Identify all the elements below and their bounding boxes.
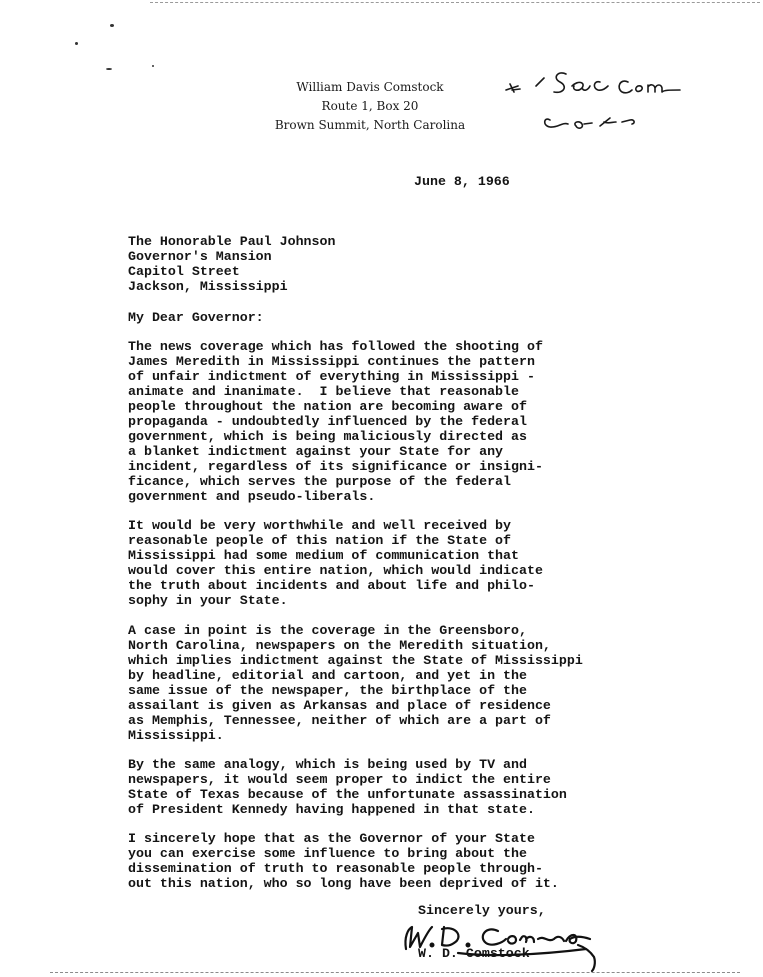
body-line: State of Texas because of the unfortunate assassination — [128, 787, 567, 802]
body-line: Mississippi had some medium of communication that — [128, 548, 519, 563]
body-line: out this nation, who so long have been deprived of it. — [128, 876, 559, 891]
handwritten-annotation — [500, 60, 700, 140]
letterhead-address-line2: Brown Summit, North Carolina — [274, 118, 466, 132]
body-line: newspapers, it would seem proper to indict the entire — [128, 772, 551, 787]
body-line: same issue of the newspaper, the birthplace of the — [128, 683, 527, 698]
body-line: dissemination of truth to reasonable people through- — [128, 861, 543, 876]
recipient-address — [128, 234, 335, 294]
scan-speck — [152, 65, 154, 67]
body-line: which implies indictment against the State of Mississippi — [128, 653, 583, 668]
body-line: sophy in your State. — [128, 593, 288, 608]
top-scan-edge — [150, 2, 760, 3]
letterhead — [260, 78, 480, 135]
recipient-line: Jackson, Mississippi — [128, 279, 288, 294]
scan-speck — [75, 42, 78, 45]
letter-date: June 8, 1966 — [414, 174, 510, 189]
body-line: propaganda - undoubtedly influenced by the federal — [128, 414, 527, 429]
handwritten-signature — [398, 915, 613, 973]
body-line: Mississippi. — [128, 728, 224, 743]
body-paragraph-4 — [128, 757, 567, 817]
body-line: ficance, which serves the purpose of the federal — [128, 474, 512, 489]
body-line: The news coverage which has followed the shooting of — [128, 339, 543, 354]
closing: Sincerely yours, — [418, 903, 546, 918]
signer-name: W. D. Comstock — [418, 946, 530, 961]
body-line: reasonable people of this nation if the State of — [128, 533, 512, 548]
letterhead-address-line1: Route 1, Box 20 — [321, 99, 419, 113]
body-line: a blanket indictment against your State for any — [128, 444, 504, 459]
body-line: A case in point is the coverage in the Greensboro, — [128, 623, 527, 638]
body-line: government, which is being maliciously directed as — [128, 429, 527, 444]
letterhead-name: William Davis Comstock — [296, 80, 444, 94]
body-line: of President Kennedy having happened in that state. — [128, 802, 535, 817]
body-line: would cover this entire nation, which would indicate — [128, 563, 543, 578]
salutation: My Dear Governor: — [128, 310, 264, 325]
body-paragraph-2 — [128, 518, 543, 608]
bottom-scan-edge — [50, 972, 740, 973]
body-line: animate and inanimate. I believe that reasonable — [128, 384, 519, 399]
body-line: government and pseudo-liberals. — [128, 489, 376, 504]
recipient-line: The Honorable Paul Johnson — [128, 234, 336, 249]
recipient-line: Capitol Street — [128, 264, 240, 279]
body-paragraph-1 — [128, 339, 543, 504]
body-line: as Memphis, Tennessee, neither of which are a part of — [128, 713, 551, 728]
scan-speck — [110, 24, 114, 27]
scan-speck — [106, 68, 112, 70]
body-line: you can exercise some influence to bring about the — [128, 846, 527, 861]
body-line: I sincerely hope that as the Governor of your State — [128, 831, 535, 846]
body-paragraph-5 — [128, 831, 559, 891]
body-line: James Meredith in Mississippi continues the pattern — [128, 354, 535, 369]
body-line: by headline, editorial and cartoon, and yet in the — [128, 668, 527, 683]
body-line: incident, regardless of its significance or insigni- — [128, 459, 543, 474]
body-line: of unfair indictment of everything in Mississippi - — [128, 369, 535, 384]
body-paragraph-3 — [128, 623, 583, 743]
body-line: By the same analogy, which is being used by TV and — [128, 757, 527, 772]
body-line: assailant is given as Arkansas and place of residence — [128, 698, 551, 713]
body-line: the truth about incidents and about life and philo- — [128, 578, 535, 593]
body-line: It would be very worthwhile and well received by — [128, 518, 512, 533]
body-line: North Carolina, newspapers on the Meredith situation, — [128, 638, 551, 653]
recipient-line: Governor's Mansion — [128, 249, 272, 264]
body-line: people throughout the nation are becoming aware of — [128, 399, 527, 414]
